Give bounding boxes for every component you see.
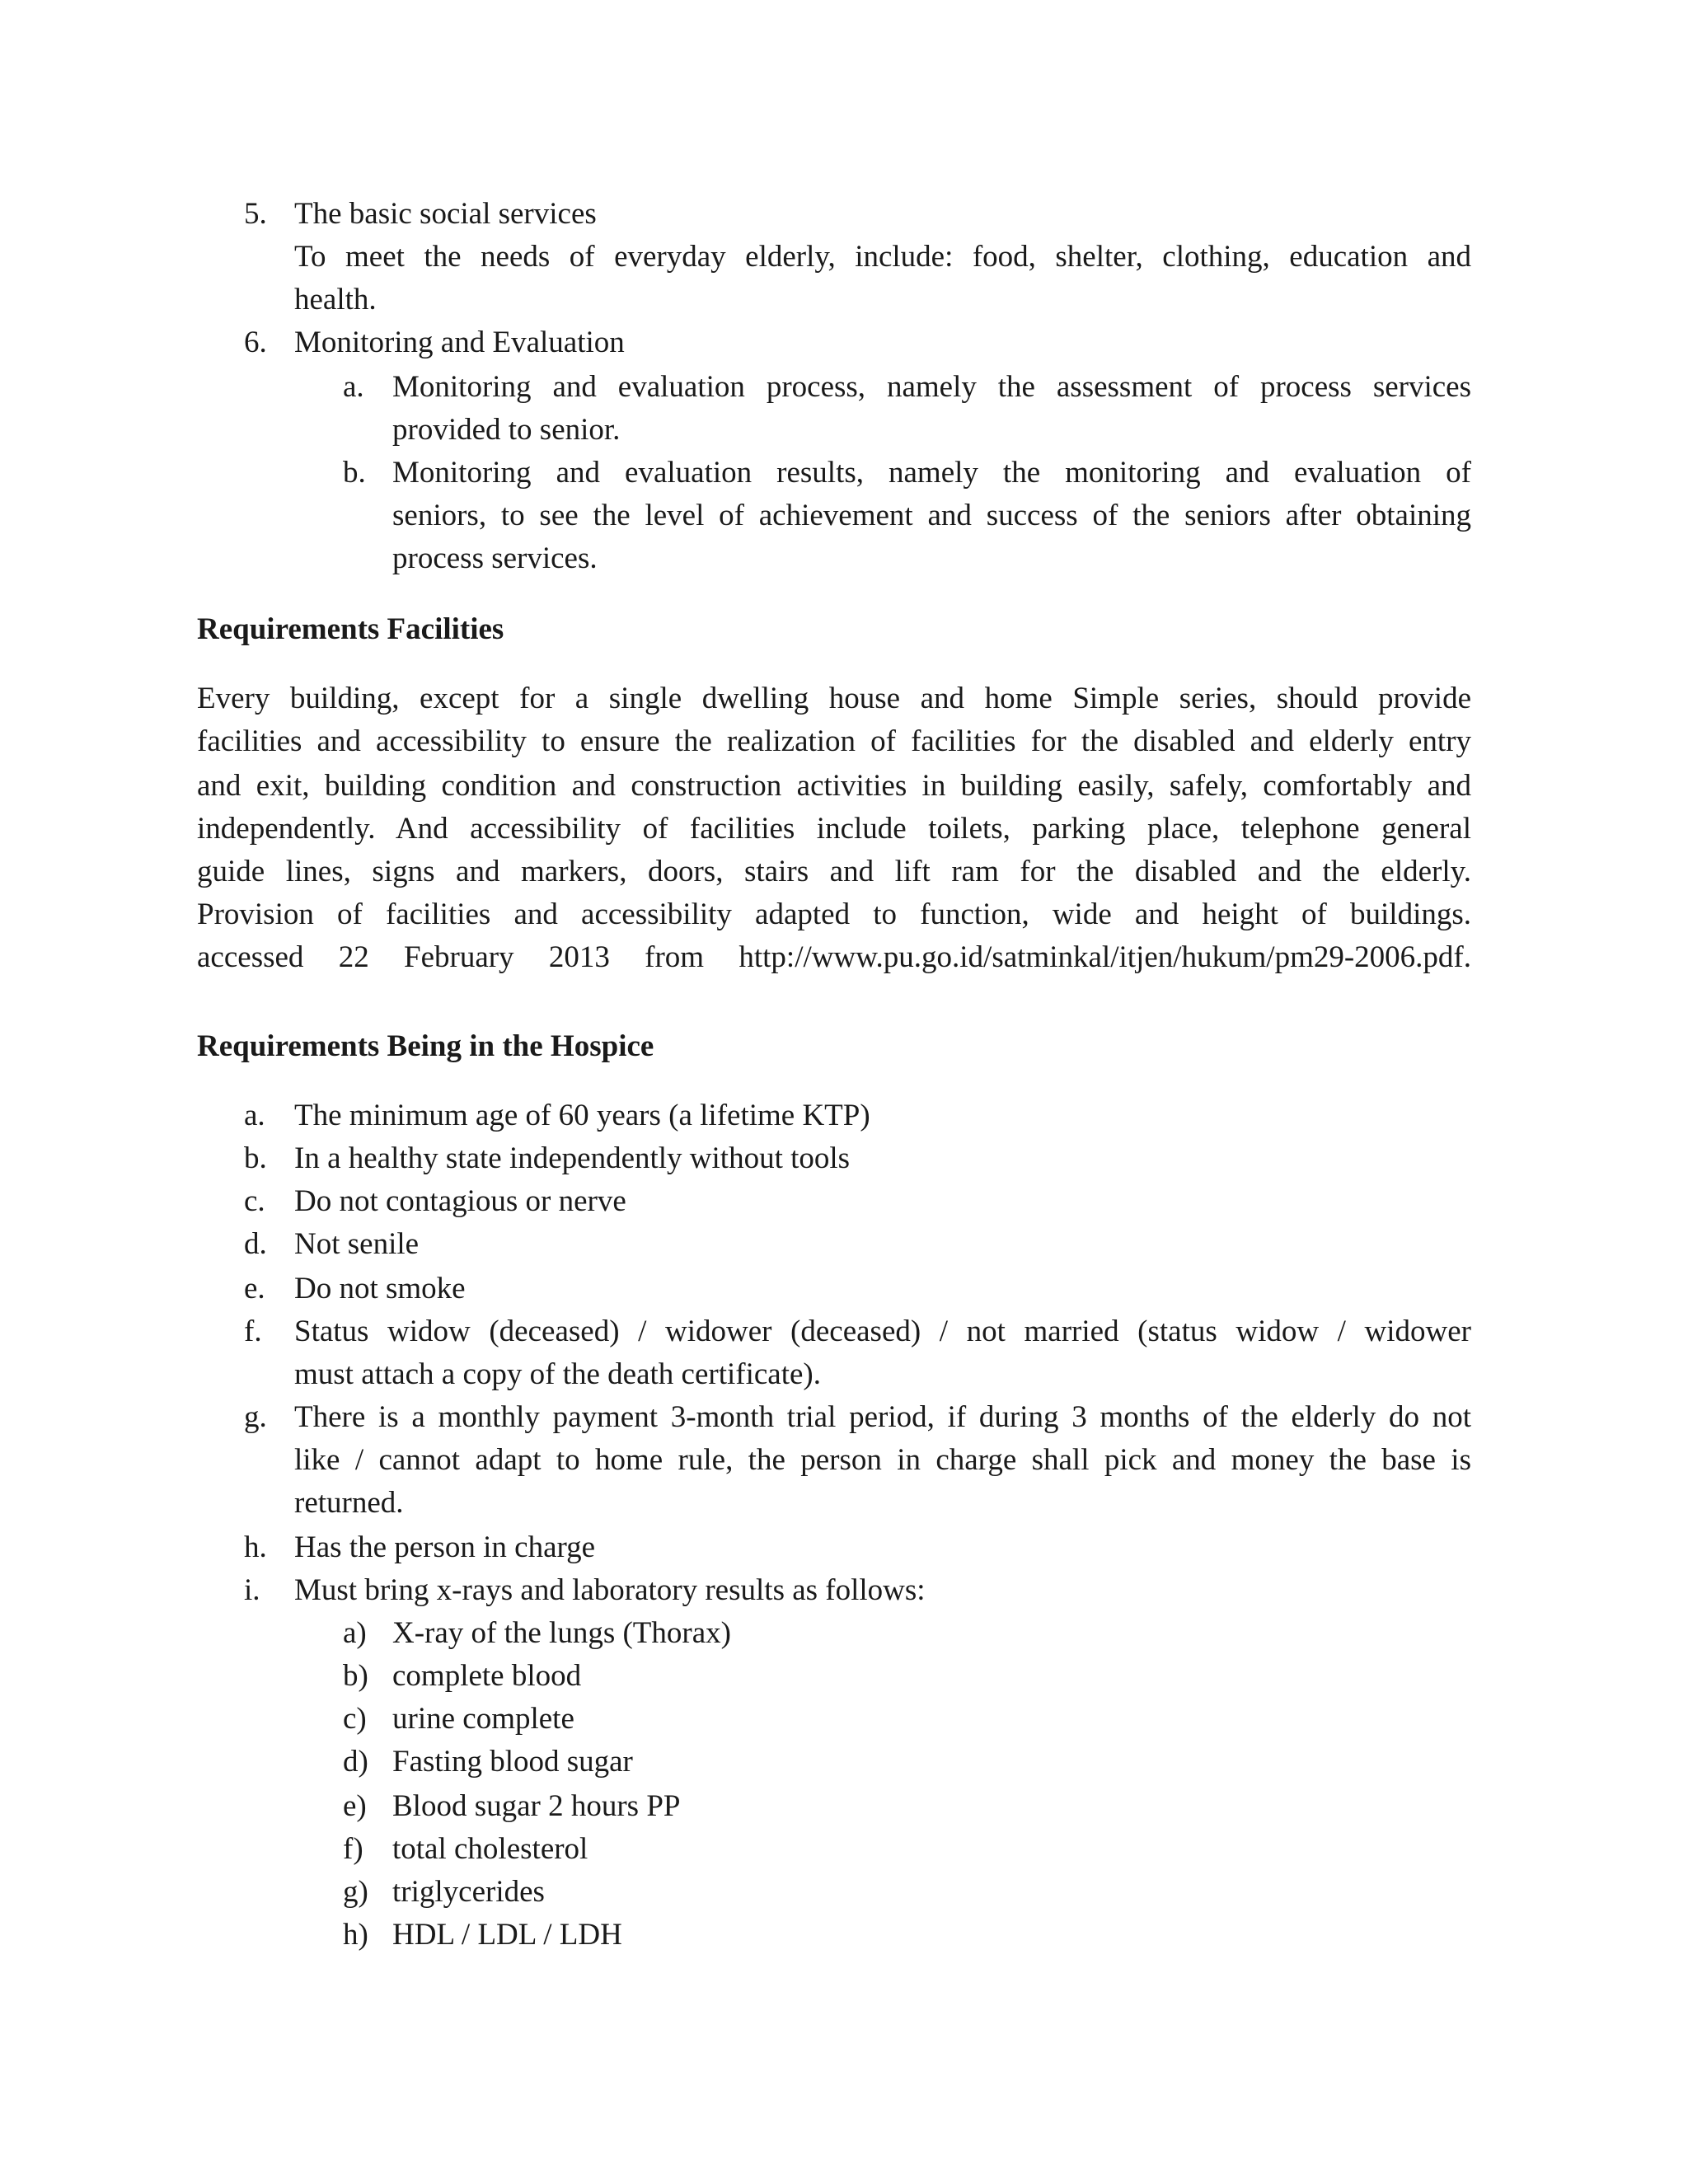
list-marker: b. [244,1141,267,1175]
section-heading-facilities: Requirements Facilities [197,612,504,646]
lab-list-marker: b) [343,1659,368,1693]
list-item-line: Has the person in charge [294,1530,596,1564]
list-marker: f. [244,1315,262,1348]
list-item-line: Do not smoke [294,1272,466,1305]
lab-list-item: total cholesterol [392,1832,588,1866]
lab-list-item: Blood sugar 2 hours PP [392,1789,681,1823]
sublist-item-line: provided to senior. [392,413,621,447]
lab-list-marker: e) [343,1789,367,1823]
lab-list-marker: d) [343,1745,368,1779]
paragraph-line: guide lines, signs and markers, doors, stairs and lift ram for the disabled and the elderly. [197,855,1471,888]
lab-list-item: HDL / LDL / LDH [392,1918,622,1952]
lab-list-item: urine complete [392,1702,574,1736]
list-item-line: must attach a copy of the death certificate). [294,1357,821,1391]
sublist-marker: a. [343,370,364,404]
paragraph-line: accessed 22 February 2013 from http://www.pu.go.id/satminkal/itjen/hukum/pm29-2006.pdf. [197,940,1471,974]
list-marker: i. [244,1573,260,1607]
list-item-line: Do not contagious or nerve [294,1184,626,1218]
sublist-item-line: Monitoring and evaluation process, namely the assessment of process services [392,370,1471,404]
lab-list-item: Fasting blood sugar [392,1745,633,1779]
list-marker: g. [244,1400,267,1434]
list-item-body-line: To meet the needs of everyday elderly, include: food, shelter, clothing, education and [294,240,1471,274]
lab-list-marker: a) [343,1616,367,1650]
list-marker: h. [244,1530,267,1564]
list-item-line: Must bring x-rays and laboratory results as follows: [294,1573,926,1607]
lab-list-item: triglycerides [392,1875,545,1909]
list-marker: 5. [244,197,267,231]
list-item-line: Not senile [294,1227,420,1261]
list-marker: e. [244,1272,265,1305]
list-item-line: In a healthy state independently without tools [294,1141,851,1175]
list-marker: c. [244,1184,265,1218]
list-marker: d. [244,1227,267,1261]
paragraph-line: Every building, except for a single dwelling house and home Simple series, should provide [197,682,1471,715]
sublist-item-line: Monitoring and evaluation results, namely the monitoring and evaluation of [392,456,1471,490]
paragraph-line: and exit, building condition and construction activities in building easily, safely, comfortably and [197,769,1471,803]
sublist-marker: b. [343,456,366,490]
list-item-title: Monitoring and Evaluation [294,326,625,359]
list-marker: a. [244,1099,265,1132]
sublist-item-line: process services. [392,541,598,575]
lab-list-marker: c) [343,1702,367,1736]
list-item-line: returned. [294,1486,404,1520]
lab-list-item: complete blood [392,1659,582,1693]
paragraph-line: Provision of facilities and accessibility adapted to function, wide and height of buildings. [197,898,1471,931]
list-item-line: There is a monthly payment 3-month trial period, if during 3 months of the elderly do not [294,1400,1471,1434]
list-item-line: The minimum age of 60 years (a lifetime KTP) [294,1099,870,1132]
list-marker: 6. [244,326,267,359]
sublist-item-line: seniors, to see the level of achievement and success of the seniors after obtaining [392,499,1471,532]
list-item-body-line: health. [294,283,377,316]
lab-list-marker: f) [343,1832,363,1866]
lab-list-item: X-ray of the lungs (Thorax) [392,1616,731,1650]
list-item-line: like / cannot adapt to home rule, the person in charge shall pick and money the base is [294,1443,1471,1477]
lab-list-marker: h) [343,1918,368,1952]
paragraph-line: facilities and accessibility to ensure the realization of facilities for the disabled and elderly entry [197,724,1471,758]
section-heading-hospice: Requirements Being in the Hospice [197,1029,654,1063]
paragraph-line: independently. And accessibility of facilities include toilets, parking place, telephone general [197,812,1471,846]
list-item-title: The basic social services [294,197,597,231]
lab-list-marker: g) [343,1875,368,1909]
list-item-line: Status widow (deceased) / widower (deceased) / not married (status widow / widower [294,1315,1471,1348]
